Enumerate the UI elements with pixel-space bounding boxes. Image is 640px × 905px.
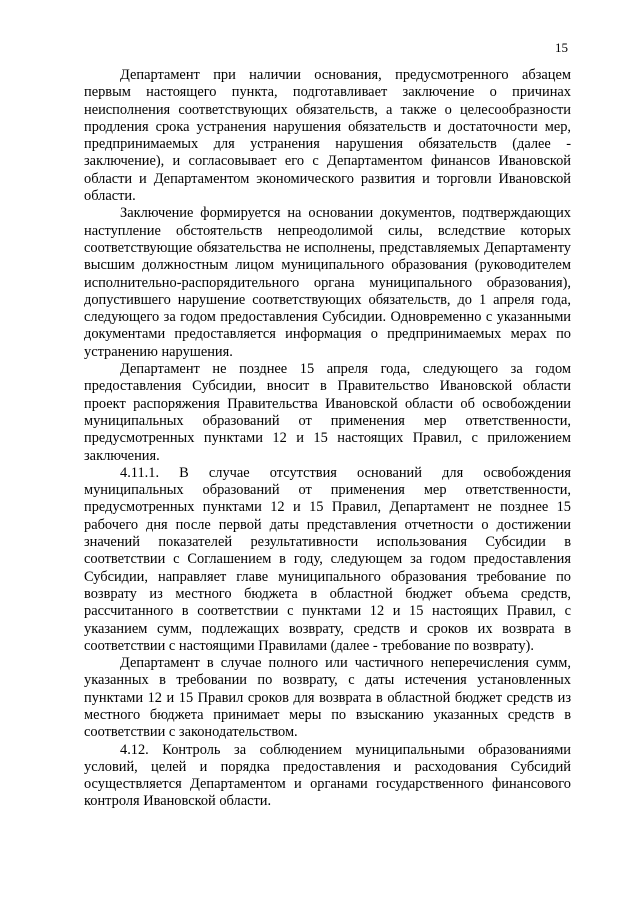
paragraph-government-submission: Департамент не позднее 15 апреля года, следующего за годом предоставления Субсидии, вносит в Правительство Ивановской области проект распоряжения Правительства Ивановской области об освобождении муниципальных образований от применения мер ответственности, предусмотренных пунктами 12 и 15 настоящих Правил, с приложением заключения. (84, 361, 571, 464)
paragraph-conclusion-preparation: Департамент при наличии основания, предусмотренного абзацем первым настоящего пункта, подготавливает заключение о причинах неисполнения соответствующих обязательств, а также о целесообразности продления срока устранения нарушения обязательств и достаточности мер, предпринимаемых для устранения нарушения обязательств (далее - заключение), и согласовывает его с Департаментом финансов Ивановской области и Департаментом экономического развития и торговли Ивановской области. (84, 67, 571, 205)
document-body (84, 67, 571, 811)
page-number: 15 (555, 40, 568, 55)
paragraph-4-12: 4.12. Контроль за соблюдением муниципальными образованиями условий, целей и порядка предоставления и расходования Субсидий осуществляется Департаментом и органами государственного финансового контроля Ивановской области. (84, 741, 571, 810)
paragraph-4-11-1: 4.11.1. В случае отсутствия оснований для освобождения муниципальных образований от применения мер ответственности, предусмотренных пунктами 12 и 15 Правил, Департамент не позднее 15 рабочего дня после первой даты представления отчетности о достижении значений показателей результативности использования Субсидии в соответствии с Соглашением в году, следующем за годом предоставления Субсидии, направляет главе муниципального образования требование по возврату из местного бюджета в областной бюджет объема средств, рассчитанного в соответствии с пунктами 12 и 15 настоящих Правил, с указанием сумм, подлежащих возврату, средств и сроков их возврата в соответствии с настоящими Правилами (далее - требование по возврату). (84, 464, 571, 654)
paragraph-recovery-measures: Департамент в случае полного или частичного неперечисления сумм, указанных в требовании по возврату, с даты истечения установленных пунктами 12 и 15 Правил сроков для возврата в областной бюджет средств из местного бюджета принимает меры по взысканию указанных средств в соответствии с законодательством. (84, 655, 571, 741)
paragraph-conclusion-basis: Заключение формируется на основании документов, подтверждающих наступление обстоятельств непреодолимой силы, вследствие которых соответствующие обязательства не исполнены, представляемых Департаменту высшим должностным лицом муниципального образования (руководителем исполнительно-распорядительного органа муниципального образования), допустившего нарушение соответствующих обязательств, до 1 апреля года, следующего за годом предоставления Субсидии. Одновременно с указанными документами предоставляется информация о предпринимаемых мерах по устранению нарушения. (84, 205, 571, 360)
